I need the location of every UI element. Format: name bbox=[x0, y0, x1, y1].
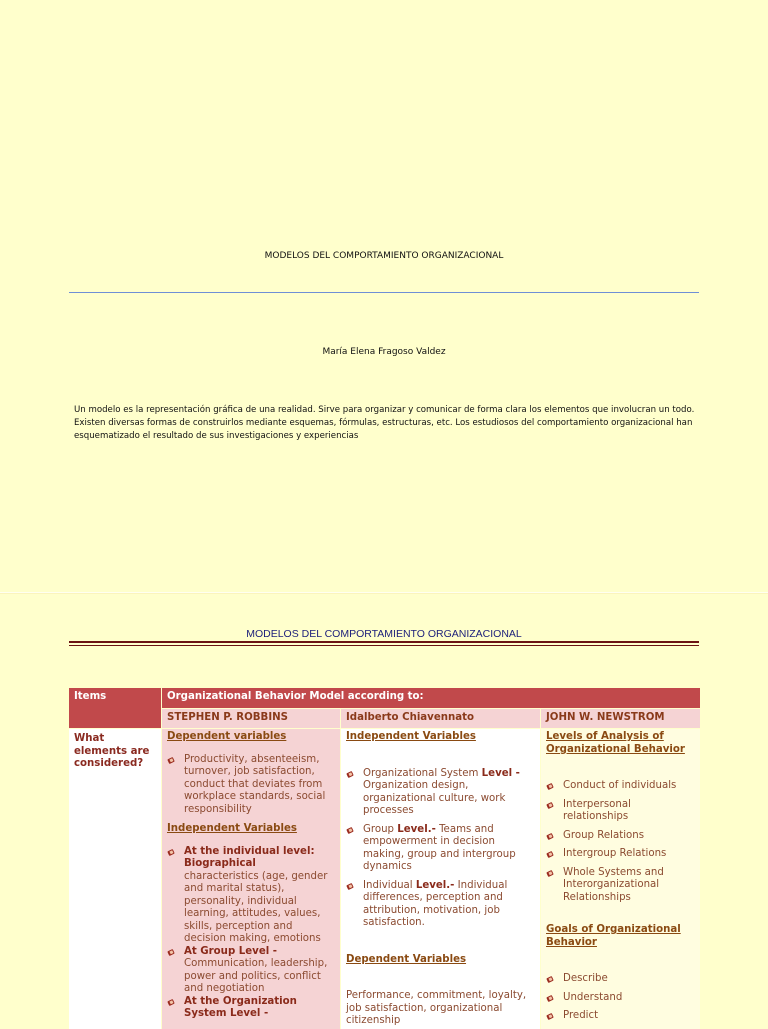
section-divider-thin bbox=[69, 645, 699, 646]
list-item: Predict bbox=[546, 1010, 695, 1023]
list-item: Productivity, absenteeism, turnover, job satisfaction, conduct that deviates from workplace standards, social responsibility bbox=[167, 754, 335, 817]
section-divider bbox=[69, 641, 699, 643]
ornamental-bullet-icon bbox=[546, 869, 554, 876]
robbins-dependent-title: Dependent variables bbox=[167, 731, 287, 742]
robbins-independent-list bbox=[167, 846, 335, 1021]
ornamental-bullet-icon bbox=[167, 948, 175, 955]
author-newstrom-cell bbox=[541, 709, 700, 728]
items-header-cell bbox=[69, 688, 161, 728]
newstrom-levels-list bbox=[546, 780, 695, 904]
question-cell bbox=[69, 729, 161, 1029]
list-item: Describe bbox=[546, 973, 695, 986]
ornamental-bullet-icon bbox=[167, 756, 175, 763]
list-item: Interpersonal relationships bbox=[546, 799, 695, 824]
items-header: Items bbox=[74, 691, 107, 702]
chiavenato-column bbox=[341, 729, 540, 1029]
list-item: Understand bbox=[546, 992, 695, 1005]
newstrom-goals-list bbox=[546, 973, 695, 1023]
robbins-independent-title: Independent Variables bbox=[167, 823, 297, 834]
question-text: What elements are considered? bbox=[74, 733, 150, 770]
chiavenato-independent-list bbox=[346, 768, 535, 930]
model-header-cell bbox=[162, 688, 700, 708]
ornamental-bullet-icon bbox=[546, 783, 554, 790]
ornamental-bullet-icon bbox=[546, 832, 554, 839]
model-comparison-table bbox=[69, 688, 700, 1028]
page-break bbox=[0, 592, 768, 593]
newstrom-goals-title: Goals of Organizational Behavior bbox=[546, 924, 681, 948]
robbins-dependent-list bbox=[167, 754, 335, 817]
newstrom-column bbox=[541, 729, 700, 1029]
chiavenato-dependent-text: Performance, commitment, loyalty, job satisfaction, organizational citizenship bbox=[346, 990, 527, 1026]
ornamental-bullet-icon bbox=[167, 848, 175, 855]
list-item: Conduct of individuals bbox=[546, 780, 695, 793]
list-item: Whole Systems and Interorganizational Relationships bbox=[546, 867, 695, 905]
ornamental-bullet-icon bbox=[546, 851, 554, 858]
author-newstrom: JOHN W. NEWSTROM bbox=[546, 712, 665, 723]
robbins-column bbox=[162, 729, 340, 1029]
ornamental-bullet-icon bbox=[346, 882, 354, 889]
list-item: At the individual level: Biographical characteristics (age, gender and marital status), personality, individual learning, attitudes, values, skills, perception and decision making, emotions bbox=[167, 846, 335, 946]
ornamental-bullet-icon bbox=[167, 998, 175, 1005]
list-item: At the Organization System Level - bbox=[167, 996, 335, 1021]
ornamental-bullet-icon bbox=[546, 976, 554, 983]
author-chiavenato: Idalberto Chiavennato bbox=[346, 712, 474, 723]
list-item: Group Level.- Teams and empowerment in decision making, group and intergroup dynamics bbox=[346, 824, 535, 874]
author-name: María Elena Fragoso Valdez bbox=[322, 347, 446, 357]
chiavenato-independent-title: Independent Variables bbox=[346, 731, 476, 742]
ornamental-bullet-icon bbox=[546, 994, 554, 1001]
list-item: Intergroup Relations bbox=[546, 848, 695, 861]
document-title: MODELOS DEL COMPORTAMIENTO ORGANIZACIONAL bbox=[264, 251, 504, 261]
model-header: Organizational Behavior Model according to: bbox=[167, 691, 424, 702]
ornamental-bullet-icon bbox=[346, 826, 354, 833]
intro-paragraph: Un modelo es la representación gráfica de una realidad. Sirve para organizar y comunicar de forma clara los elementos que involucran un todo. Existen diversas formas de construirlos mediante esquemas, fórmulas, estructuras, etc. Los estudiosos del comportamiento organizacional han esquematizado el resultado de sus investigaciones y experiencias bbox=[74, 405, 695, 441]
ornamental-bullet-icon bbox=[546, 801, 554, 808]
ornamental-bullet-icon bbox=[546, 1013, 554, 1020]
list-item: At Group Level - Communication, leadership, power and politics, conflict and negotiation bbox=[167, 946, 335, 996]
newstrom-levels-title: Levels of Analysis of Organizational Behavior bbox=[546, 731, 685, 755]
list-item: Organizational System Level - Organization design, organizational culture, work processes bbox=[346, 768, 535, 818]
chiavenato-dependent-title: Dependent Variables bbox=[346, 953, 467, 965]
list-item: Group Relations bbox=[546, 830, 695, 843]
title-divider bbox=[69, 292, 699, 293]
list-item: Individual Level.- Individual differences, perception and attribution, motivation, job satisfaction. bbox=[346, 880, 535, 930]
table-section-title: MODELOS DEL COMPORTAMIENTO ORGANIZACIONAL bbox=[246, 628, 522, 640]
author-chiavenato-cell bbox=[341, 709, 540, 728]
author-robbins: STEPHEN P. ROBBINS bbox=[167, 712, 288, 723]
ornamental-bullet-icon bbox=[346, 770, 354, 777]
author-robbins-cell bbox=[162, 709, 340, 728]
